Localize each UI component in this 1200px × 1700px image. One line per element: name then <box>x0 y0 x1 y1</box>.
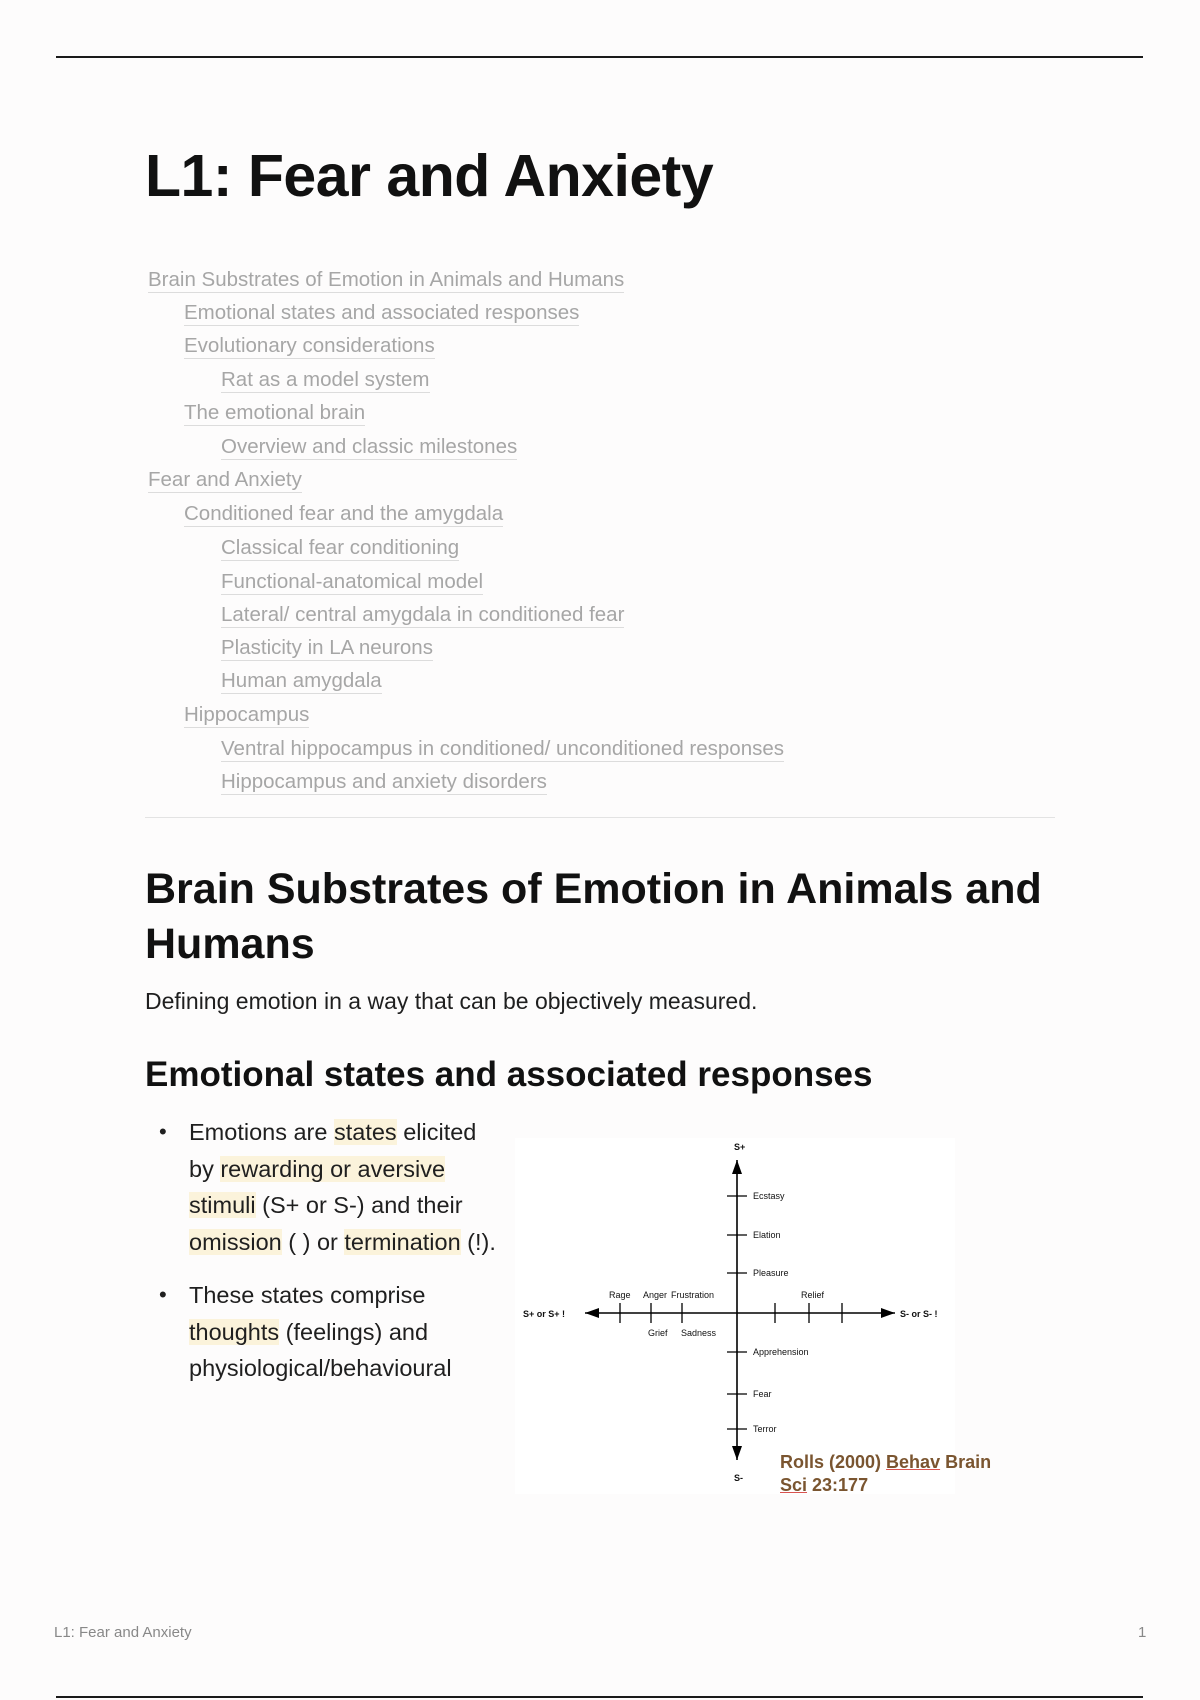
toc-link-conditioned-fear[interactable]: Conditioned fear and the amygdala <box>184 502 504 525</box>
arrow-up-icon <box>732 1160 742 1174</box>
label-terror: Terror <box>753 1424 777 1434</box>
emotion-diagram-svg <box>515 1138 955 1494</box>
section-heading: Brain Substrates of Emotion in Animals and Humans <box>145 865 1042 968</box>
toc-link-human-amygdala[interactable]: Human amygdala <box>221 669 382 692</box>
toc-link-hippocampus-anxiety[interactable]: Hippocampus and anxiety disorders <box>221 770 547 793</box>
label-right: S- or S- ! <box>900 1309 938 1319</box>
footer-title: L1: Fear and Anxiety <box>54 1624 192 1641</box>
highlight-thoughts: thoughts <box>189 1318 280 1345</box>
label-rage: Rage <box>609 1290 631 1300</box>
caption-authors: Rolls (2000) <box>780 1452 887 1472</box>
toc-link-functional-anatomical[interactable]: Functional-anatomical model <box>221 570 484 593</box>
section-intro: Defining emotion in a way that can be objectively measured. <box>145 988 758 1014</box>
label-relief: Relief <box>801 1290 825 1300</box>
arrow-right-icon <box>881 1308 895 1318</box>
caption-journal-word: Behav <box>886 1452 941 1472</box>
bullet-text: These states comprise <box>189 1282 426 1308</box>
toc-link-lateral-central-amygdala[interactable]: Lateral/ central amygdala in conditioned fear <box>221 603 625 626</box>
toc-link-brain-substrates[interactable]: Brain Substrates of Emotion in Animals and Humans <box>148 268 625 291</box>
label-s-minus: S- <box>734 1473 743 1483</box>
arrow-down-icon <box>732 1446 742 1460</box>
toc-link-rat-model[interactable]: Rat as a model system <box>221 368 430 391</box>
bullet-item-states <box>157 1277 497 1387</box>
label-apprehension: Apprehension <box>753 1347 809 1357</box>
label-grief: Grief <box>648 1328 668 1338</box>
emotion-diagram <box>515 1138 955 1494</box>
caption-volume: 23:177 <box>807 1475 869 1495</box>
bullet-text: Emotions are <box>189 1119 334 1145</box>
bullet-text: elicited by <box>189 1119 477 1182</box>
caption-text: Brain <box>940 1452 992 1472</box>
bullet-text: (!). <box>460 1228 496 1255</box>
figure-caption <box>780 1451 1020 1497</box>
label-sadness: Sadness <box>681 1328 717 1338</box>
highlight-termination: termination <box>344 1228 461 1255</box>
label-elation: Elation <box>753 1230 781 1240</box>
arrow-left-icon <box>585 1308 599 1318</box>
toc-link-hippocampus[interactable]: Hippocampus <box>184 703 310 726</box>
bottom-rule <box>56 1696 1143 1698</box>
caption-journal-word: Sci <box>780 1475 808 1495</box>
label-anger: Anger <box>643 1290 668 1300</box>
toc-link-classical-conditioning[interactable]: Classical fear conditioning <box>221 536 460 559</box>
toc-link-ventral-hippocampus[interactable]: Ventral hippocampus in conditioned/ unconditioned responses <box>221 737 784 760</box>
highlight-stimuli: rewarding or aversive stimuli <box>189 1155 446 1218</box>
bullet-text: (feelings) and physiological/behavioural <box>189 1318 452 1381</box>
label-s-plus: S+ <box>734 1142 746 1152</box>
toc-link-plasticity-la[interactable]: Plasticity in LA neurons <box>221 636 433 659</box>
subsection-heading: Emotional states and associated responses <box>145 1055 873 1094</box>
top-rule <box>56 56 1143 58</box>
bullet-text: (S+ or S-) and their <box>255 1192 463 1218</box>
bullet-list <box>157 1114 497 1404</box>
label-frustration: Frustration <box>671 1290 715 1300</box>
highlight-omission: omission <box>189 1228 282 1255</box>
bullet-text: ( ) or <box>281 1228 345 1255</box>
label-pleasure: Pleasure <box>753 1268 789 1278</box>
toc-link-emotional-brain[interactable]: The emotional brain <box>184 401 366 424</box>
highlight-states: states <box>333 1119 397 1145</box>
label-left: S+ or S+ ! <box>523 1309 566 1319</box>
toc-divider <box>145 817 1055 818</box>
label-ecstasy: Ecstasy <box>753 1191 785 1201</box>
toc-link-fear-anxiety[interactable]: Fear and Anxiety <box>148 468 302 491</box>
page-title: L1: Fear and Anxiety <box>145 143 714 209</box>
toc-link-overview[interactable]: Overview and classic milestones <box>221 435 518 458</box>
toc-link-evolutionary[interactable]: Evolutionary considerations <box>184 334 435 357</box>
toc-link-emotional-states[interactable]: Emotional states and associated responses <box>184 301 580 324</box>
page-number: 1 <box>1138 1624 1147 1641</box>
bullet-item-emotions <box>157 1114 497 1260</box>
label-fear: Fear <box>753 1389 772 1399</box>
